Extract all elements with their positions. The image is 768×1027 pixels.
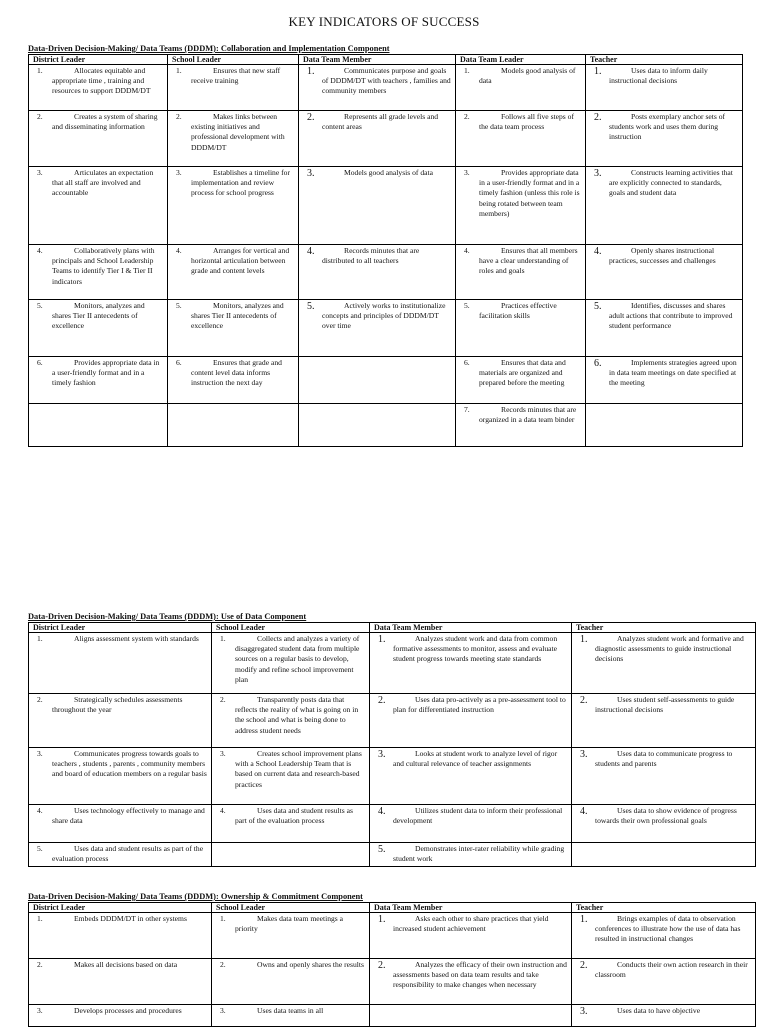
indicator-number: 5. [307, 301, 315, 312]
indicator-cell [299, 357, 456, 404]
indicator-number: 6. [464, 358, 470, 367]
indicator-cell [572, 843, 756, 867]
indicator-text: Constructs learning activities that are explicitly connected to standards, goals and student data [609, 168, 733, 198]
indicator-cell [586, 167, 743, 245]
section-use-of-data [28, 612, 756, 867]
indicator-cell [456, 167, 586, 245]
indicator-cell [572, 1005, 756, 1027]
indicator-number: 2. [220, 960, 226, 969]
indicator-number: 1. [378, 914, 386, 925]
indicator-number: 3. [37, 1006, 43, 1015]
indicator-number: 2. [464, 112, 470, 121]
indicator-text: Monitors, analyzes and shares Tier II antecedents of excellence [52, 301, 145, 331]
indicator-number: 2. [220, 695, 226, 704]
indicator-text: Allocates equitable and appropriate time , training and resources to support DDDM/DT [52, 66, 151, 96]
indicator-text: Embeds DDDM/DT in other systems [74, 914, 187, 923]
indicator-text: Analyzes student work and data from common formative assessments to monitor, assess and evaluate student progress towards meeting state standards [393, 634, 558, 664]
indicator-cell [29, 404, 168, 447]
table-row [29, 245, 743, 300]
column-header: Data Team Leader [456, 55, 586, 65]
indicator-number: 2. [378, 960, 386, 971]
indicator-cell [212, 1005, 370, 1027]
indicator-number: 1. [580, 914, 588, 925]
indicator-text: Communicates purpose and goals of DDDM/DT with teachers , families and community members [322, 66, 451, 96]
column-header: Teacher [572, 623, 756, 633]
indicator-cell [29, 357, 168, 404]
indicator-number: 4. [464, 246, 470, 255]
indicator-number: 3. [307, 168, 315, 179]
indicator-number: 4. [378, 806, 386, 817]
indicator-text: Ensures that all members have a clear understanding of roles and goals [479, 246, 578, 276]
indicator-table [28, 54, 743, 447]
indicator-number [302, 358, 322, 368]
indicator-cell [370, 694, 572, 748]
indicator-text: Aligns assessment system with standards [74, 634, 199, 643]
indicator-number [32, 405, 52, 415]
column-header: District Leader [29, 623, 212, 633]
column-header: District Leader [29, 55, 168, 65]
indicator-number: 6. [594, 358, 602, 369]
indicator-number: 4. [37, 806, 43, 815]
indicator-text: Demonstrates inter-rater reliability while grading student work [393, 844, 565, 864]
indicator-number: 5. [594, 301, 602, 312]
indicator-number [589, 405, 609, 415]
indicator-number: 5. [37, 844, 43, 853]
indicator-text: Provides appropriate data in a user-friendly format and in a timely fashion [52, 358, 160, 388]
indicator-text: Analyzes student work and formative and diagnostic assessments to guide instructional decisions [595, 634, 744, 664]
indicator-cell [586, 245, 743, 300]
section-heading: Data-Driven Decision-Making/ Data Teams (DDDM): Collaboration and Implementation Component [28, 44, 390, 53]
indicator-cell [370, 748, 572, 805]
indicator-number: 1. [580, 634, 588, 645]
indicator-text: Openly shares instructional practices, successes and challenges [609, 246, 716, 266]
indicator-cell [299, 245, 456, 300]
column-header: Data Team Member [299, 55, 456, 65]
indicator-cell [168, 167, 299, 245]
indicator-cell [456, 300, 586, 357]
indicator-number: 3. [220, 1006, 226, 1015]
indicator-number: 5. [37, 301, 43, 310]
table-row [29, 633, 756, 694]
indicator-cell [168, 65, 299, 111]
indicator-number: 5. [464, 301, 470, 310]
indicator-number: 4. [220, 806, 226, 815]
table-row [29, 1005, 756, 1027]
indicator-number: 1. [464, 66, 470, 75]
indicator-cell [29, 748, 212, 805]
indicator-text: Ensures that data and materials are organized and prepared before the meeting [479, 358, 566, 388]
indicator-table [28, 622, 756, 867]
indicator-cell [212, 694, 370, 748]
indicator-number: 5. [176, 301, 182, 310]
indicator-cell [299, 167, 456, 245]
indicator-number: 4. [580, 806, 588, 817]
indicator-number: 6. [176, 358, 182, 367]
indicator-text: Makes data team meetings a priority [235, 914, 344, 934]
indicator-cell [456, 111, 586, 167]
indicator-cell [370, 959, 572, 1005]
section-collaboration [28, 44, 743, 447]
indicator-text: Models good analysis of data [479, 66, 576, 86]
indicator-number [215, 844, 235, 854]
indicator-cell [456, 65, 586, 111]
indicator-cell [168, 245, 299, 300]
table-row [29, 694, 756, 748]
table-row [29, 805, 756, 843]
column-header: School Leader [168, 55, 299, 65]
table-row [29, 65, 743, 111]
indicator-cell [370, 633, 572, 694]
indicator-number: 1. [37, 914, 43, 923]
table-row [29, 167, 743, 245]
indicator-text: Uses data to have objective [617, 1006, 701, 1015]
table-row [29, 404, 743, 447]
indicator-number: 2. [580, 695, 588, 706]
indicator-cell [299, 300, 456, 357]
indicator-cell [212, 805, 370, 843]
indicator-text: Collects and analyzes a variety of disaggregated student data from multiple sources on a regular basis to develop, modify and refine school improvement plan [235, 634, 360, 684]
indicator-cell [29, 805, 212, 843]
indicator-cell [212, 913, 370, 959]
table-row [29, 913, 756, 959]
indicator-text: Practices effective facilitation skills [479, 301, 557, 321]
indicator-cell [572, 913, 756, 959]
indicator-number: 2. [37, 112, 43, 121]
indicator-text: Makes links between existing initiatives and professional development with DDDM/DT [191, 112, 285, 152]
indicator-text: Records minutes that are organized in a data team binder [479, 405, 577, 425]
table-row [29, 111, 743, 167]
indicator-text: Collaboratively plans with principals and School Leadership Teams to identify Tier I & Tier II indicators [52, 246, 155, 286]
indicator-number: 1. [37, 66, 43, 75]
indicator-cell [370, 805, 572, 843]
indicator-number: 3. [220, 749, 226, 758]
indicator-number: 2. [37, 960, 43, 969]
indicator-cell [572, 633, 756, 694]
indicator-cell [370, 1005, 572, 1027]
indicator-text: Monitors, analyzes and shares Tier II antecedents of excellence [191, 301, 284, 331]
indicator-cell [586, 111, 743, 167]
indicator-cell [572, 748, 756, 805]
indicator-text: Actively works to institutionalize concepts and principles of DDDM/DT over time [322, 301, 446, 331]
indicator-text: Posts exemplary anchor sets of students work and uses them during instruction [609, 112, 726, 142]
indicator-cell [29, 1005, 212, 1027]
indicator-number: 7. [464, 405, 470, 414]
indicator-cell [29, 959, 212, 1005]
indicator-cell [29, 111, 168, 167]
indicator-number: 5. [378, 844, 386, 855]
indicator-number [171, 405, 191, 415]
indicator-cell [29, 167, 168, 245]
indicator-cell [29, 300, 168, 357]
indicator-text: Uses data and student results as part of the evaluation process [52, 844, 204, 864]
indicator-text: Implements strategies agreed upon in data team meetings on date specified at the meeting [609, 358, 737, 388]
indicator-number: 2. [594, 112, 602, 123]
indicator-text: Provides appropriate data in a user-friendly format and in a timely fashion (unless this role is being rotated between team members) [479, 168, 580, 218]
indicator-cell [456, 357, 586, 404]
indicator-number: 1. [307, 66, 315, 77]
indicator-cell [29, 843, 212, 867]
indicator-number: 3. [580, 749, 588, 760]
indicator-number: 4. [176, 246, 182, 255]
indicator-number: 1. [37, 634, 43, 643]
indicator-number: 2. [378, 695, 386, 706]
indicator-text: Makes all decisions based on data [74, 960, 178, 969]
indicator-text: Ensures that new staff receive training [191, 66, 281, 86]
column-header: School Leader [212, 623, 370, 633]
indicator-number: 3. [594, 168, 602, 179]
indicator-number: 1. [378, 634, 386, 645]
indicator-text: Establishes a timeline for implementation and review process for school progress [191, 168, 290, 198]
indicator-cell [168, 357, 299, 404]
indicator-number: 4. [307, 246, 315, 257]
indicator-number: 6. [37, 358, 43, 367]
indicator-cell [299, 404, 456, 447]
indicator-text: Strategically schedules assessments throughout the year [52, 695, 183, 715]
table-header-row [29, 903, 756, 913]
indicator-number: 2. [37, 695, 43, 704]
indicator-text: Transparently posts data that reflects the reality of what is going on in the school and what is being done to address student needs [235, 695, 359, 735]
indicator-cell [212, 633, 370, 694]
indicator-number: 4. [594, 246, 602, 257]
table-header-row [29, 623, 756, 633]
indicator-number: 2. [176, 112, 182, 121]
indicator-number: 2. [307, 112, 315, 123]
indicator-number: 1. [220, 914, 226, 923]
section-heading: Data-Driven Decision-Making/ Data Teams (DDDM): Use of Data Component [28, 612, 307, 621]
indicator-cell [29, 633, 212, 694]
indicator-table [28, 902, 756, 1027]
table-row [29, 959, 756, 1005]
table-row [29, 300, 743, 357]
indicator-cell [586, 357, 743, 404]
indicator-text: Uses data pro-actively as a pre-assessment tool to plan for differentiated instruction [393, 695, 566, 715]
indicator-cell [212, 843, 370, 867]
indicator-cell [370, 843, 572, 867]
indicator-cell [168, 404, 299, 447]
column-header: Data Team Member [370, 903, 572, 913]
indicator-text: Creates a system of sharing and disseminating information [52, 112, 158, 132]
table-row [29, 843, 756, 867]
indicator-cell [572, 694, 756, 748]
indicator-cell [29, 245, 168, 300]
table-row [29, 748, 756, 805]
indicator-text: Communicates progress towards goals to teachers , students , parents , community members and board of education members on a regular basis [52, 749, 207, 779]
indicator-cell [586, 65, 743, 111]
indicator-cell [299, 111, 456, 167]
indicator-number: 3. [580, 1006, 588, 1017]
indicator-cell [168, 300, 299, 357]
table-header-row [29, 55, 743, 65]
indicator-number: 1. [176, 66, 182, 75]
indicator-text: Asks each other to share practices that yield increased student achievement [393, 914, 549, 934]
indicator-text: Uses data to inform daily instructional decisions [609, 66, 708, 86]
indicator-text: Conducts their own action research in their classroom [595, 960, 748, 980]
indicator-number: 1. [220, 634, 226, 643]
indicator-text: Brings examples of data to observation conferences to illustrate how the use of data has resulted in instructional changes [595, 914, 741, 944]
indicator-number: 3. [37, 749, 43, 758]
indicator-number: 1. [594, 66, 602, 77]
indicator-cell [572, 805, 756, 843]
indicator-text: Uses data teams in all [257, 1006, 324, 1015]
indicator-text: Utilizes student data to inform their professional development [393, 806, 563, 826]
indicator-text: Creates school improvement plans with a School Leadership Team that is based on current data and research-based practices [235, 749, 362, 789]
indicator-text: Looks at student work to analyze level of rigor and cultural relevance of teacher assignments [393, 749, 558, 769]
indicator-cell [572, 959, 756, 1005]
indicator-number [373, 1006, 393, 1016]
indicator-cell [456, 404, 586, 447]
indicator-cell [212, 959, 370, 1005]
indicator-text: Owns and openly shares the results [257, 960, 364, 969]
indicator-cell [586, 300, 743, 357]
section-ownership [28, 892, 756, 1027]
indicator-text: Analyzes the efficacy of their own instruction and assessments based on data team results and take responsibility to make changes when necessary [393, 960, 567, 990]
indicator-number [575, 844, 595, 854]
indicator-number: 3. [378, 749, 386, 760]
indicator-number: 3. [37, 168, 43, 177]
indicator-text: Uses technology effectively to manage and share data [52, 806, 205, 826]
section-heading: Data-Driven Decision-Making/ Data Teams (DDDM): Ownership & Commitment Component [28, 892, 363, 901]
indicator-text: Articulates an expectation that all staff are involved and accountable [52, 168, 154, 198]
indicator-text: Follows all five steps of the data team process [479, 112, 574, 132]
indicator-text: Uses data to show evidence of progress towards their own professional goals [595, 806, 737, 826]
column-header: School Leader [212, 903, 370, 913]
indicator-number: 3. [176, 168, 182, 177]
indicator-cell [299, 65, 456, 111]
indicator-number: 3. [464, 168, 470, 177]
indicator-cell [586, 404, 743, 447]
page-title: KEY INDICATORS OF SUCCESS [288, 14, 480, 29]
indicator-text: Records minutes that are distributed to all teachers [322, 246, 420, 266]
indicator-cell [29, 913, 212, 959]
indicator-number: 4. [37, 246, 43, 255]
indicator-text: Represents all grade levels and content areas [322, 112, 439, 132]
indicator-cell [29, 694, 212, 748]
indicator-cell [456, 245, 586, 300]
column-header: District Leader [29, 903, 212, 913]
indicator-number: 2. [580, 960, 588, 971]
table-row [29, 357, 743, 404]
indicator-number [302, 405, 322, 415]
indicator-cell [168, 111, 299, 167]
indicator-text: Ensures that grade and content level data informs instruction the next day [191, 358, 282, 388]
column-header: Teacher [572, 903, 756, 913]
indicator-text: Arranges for vertical and horizontal articulation between grade and content levels [191, 246, 290, 276]
indicator-text: Uses data to communicate progress to students and parents [595, 749, 733, 769]
column-header: Teacher [586, 55, 743, 65]
column-header: Data Team Member [370, 623, 572, 633]
indicator-text: Uses student self-assessments to guide instructional decisions [595, 695, 735, 715]
indicator-cell [370, 913, 572, 959]
indicator-text: Models good analysis of data [344, 168, 434, 177]
indicator-text: Uses data and student results as part of the evaluation process [235, 806, 353, 826]
indicator-text: Develops processes and procedures [74, 1006, 182, 1015]
indicator-cell [212, 748, 370, 805]
indicator-text: Identifies, discusses and shares adult actions that contribute to improved student performance [609, 301, 733, 331]
indicator-cell [29, 65, 168, 111]
